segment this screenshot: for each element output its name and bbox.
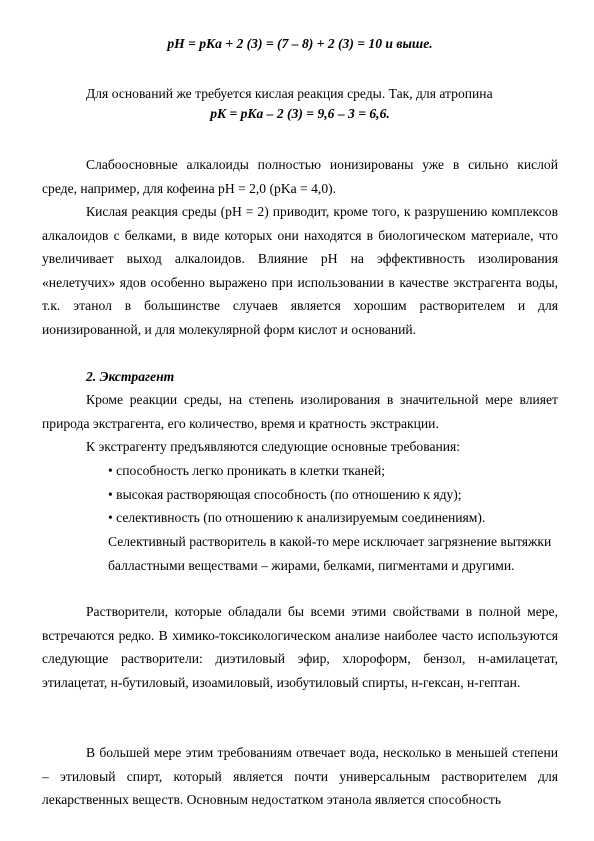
list-item: • способность легко проникать в клетки тканей; [108, 463, 386, 478]
paragraph-bases: Для оснований же требуется кислая реакция среды. Так, для атропина [86, 86, 493, 101]
list-item: • высокая растворяющая способность (по отношению к яду); [108, 486, 462, 502]
list-item: • селективность (по отношению к анализируемым соединениям). [108, 510, 486, 526]
section-heading-extractant: 2. Экстрагент [86, 369, 175, 384]
paragraph-acid-reaction: Кислая реакция среды (pH = 2) приводит, кроме того, к разрушению комплексов алкалоидов с белками, в виде которых они находятся в биологическом материале, что увеличивает выход алкалоидов. Влияние pH на эффективность изолирования «нелетучих» ядов особенно выражено при использовании в качестве экстрагента воды, т.к. этанол в большинстве случаев является хорошим растворителем и для ионизированной, и для молекулярной форм кислот и оснований. [42, 204, 558, 337]
paragraph-requirements-intro: К экстрагенту предъявляются следующие основные требования: [86, 439, 461, 454]
formula-ph: pH = pKa + 2 (3) = (7 – 8) + 2 (3) = 10 и выше. [167, 36, 433, 51]
paragraph-selective-solvent: Селективный растворитель в какой-то мере исключает загрязнение вытяжки балластными веществами – жирами, белками, пигментами и другими. [108, 534, 552, 573]
paragraph-extractant-nature: Кроме реакции среды, на степень изолирования в значительной мере влияет природа экстрагента, его количество, время и кратность экстракции. [42, 392, 558, 431]
paragraph-solvents: Растворители, которые обладали бы всеми этими свойствами в полной мере, встречаются редко. В химико-токсикологическом анализе наиболее часто используются следующие растворители: диэтиловый эфир, хлороформ, бензол, н-амилацетат, этилацетат, н-бутиловый, изоамиловый, изобутиловый спирты, н-гексан, н-гептан. [42, 604, 558, 690]
paragraph-weak-alkaloids: Слабоосновные алкалоиды полностью ионизированы уже в сильно кислой среде, например, для кофеина pH = 2,0 (pKa = 4,0). [42, 157, 558, 196]
formula-pk: pK = pKa – 2 (3) = 9,6 – 3 = 6,6. [210, 106, 390, 121]
paragraph-water-ethanol: В большей мере этим требованиям отвечает вода, несколько в меньшей степени – этиловый спирт, который является почти универсальным растворителем для лекарственных веществ. Основным недостатком этанола является способность [42, 745, 558, 808]
requirements-list [42, 459, 558, 530]
